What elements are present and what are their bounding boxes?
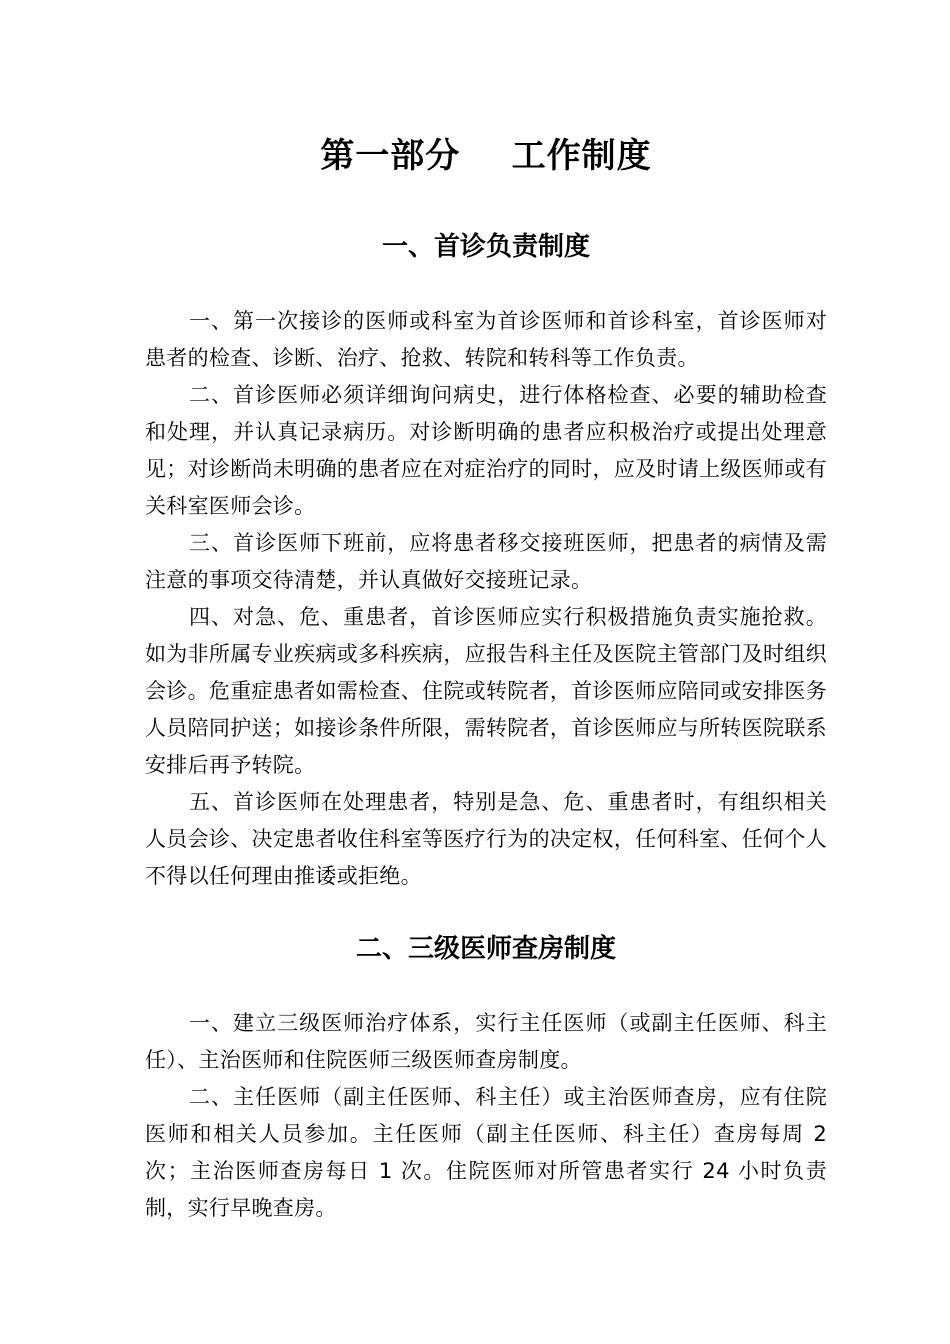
section-body-first-visit [145, 303, 827, 895]
paragraph: 五、首诊医师在处理患者，特别是急、危、重患者时，有组织相关人员会诊、决定患者收住科室等医疗行为的决定权，任何科室、任何个人不得以任何理由推诿或拒绝。 [145, 790, 827, 888]
section-title-first-visit: 一、首诊负责制度 [381, 232, 590, 262]
section-body-ward-rounds [145, 1005, 827, 1227]
paragraph: 一、第一次接诊的医师或科室为首诊医师和首诊科室，首诊医师对患者的检查、诊断、治疗、抢救、转院和转科等工作负责。 [145, 309, 827, 370]
paragraph: 四、对急、危、重患者，首诊医师应实行积极措施负责实施抢救。如为非所属专业疾病或多科疾病，应报告科主任及医院主管部门及时组织会诊。危重症患者如需检查、住院或转院者，首诊医师应陪同或安排医务人员陪同护送；如接诊条件所限，需转院者，首诊医师应与所转医院联系安排后再予转院。 [145, 605, 827, 777]
section-title-ward-rounds: 二、三级医师查房制度 [355, 934, 616, 964]
paragraph: 二、首诊医师必须详细询问病史，进行体格检查、必要的辅助检查和处理，并认真记录病历。对诊断明确的患者应积极治疗或提出处理意见；对诊断尚未明确的患者应在对症治疗的同时，应及时请上级医师或有关科室医师会诊。 [145, 383, 827, 518]
paragraph: 二、主任医师（副主任医师、科主任）或主治医师查房，应有住院医师和相关人员参加。主任医师（副主任医师、科主任）查房每周 2 次；主治医师查房每日 1 次。住院医师对所管患者实行 24 小时负责制，实行早晚查房。 [145, 1085, 827, 1220]
paragraph: 一、建立三级医师治疗体系，实行主任医师（或副主任医师、科主任）、主治医师和住院医师三级医师查房制度。 [145, 1011, 827, 1072]
part-title: 第一部分 工作制度 [320, 136, 652, 176]
paragraph: 三、首诊医师下班前，应将患者移交接班医师，把患者的病情及需注意的事项交待清楚，并认真做好交接班记录。 [145, 531, 827, 592]
